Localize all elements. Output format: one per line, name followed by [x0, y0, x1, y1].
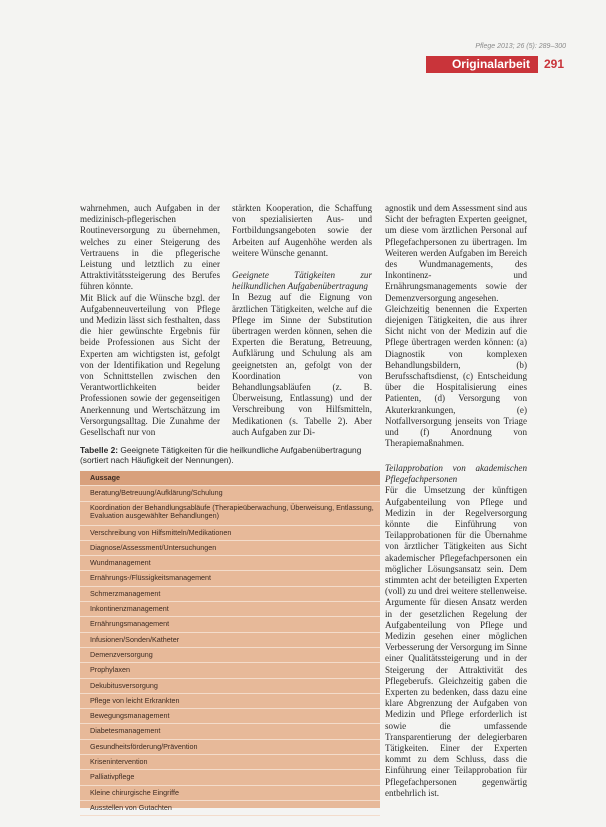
table-row: Infusionen/Sonden/Katheter: [80, 633, 380, 648]
table-row: Inkontinenzmanagement: [80, 602, 380, 617]
paragraph: Für die Umsetzung der künftigen Aufgabenteilung von Pflege und Medizin in der Regelversorgung könnte die Einführung von Teilapprobationen für die Übernahme von ärztlicher Tätigkeiten aus Sicht akademischer Pflegefachpersonen ein möglicher Lösungsansatz sein. Dem stimmten acht der beteiligten Experten (voll) zu und drei weitere stellenweise. Argumente für diesen Ansatz werden in der gesetzlichen Regelung der Aufgabenteilung von Pflege und Medizin gesehen einer möglichen Verbesserung der Versorgung im Sinne einer Qualitätssteigerung und in der Steigerung der Attraktivität des Pflegeberufs. Gleichzeitig gaben die Experten zu bedenken, dass dazu eine klare Abgrenzung der Aufgaben von Medizin und Pflege erforderlich ist sowie die umfassende Transparentierung der delegierbaren Tätigkeiten. Einer der Experten kommt zu dem Schluss, dass die Einführung einer Teilapprobation für Pflegefachpersonen gegenwärtig entbehrlich ist.: [385, 485, 527, 798]
table-row: Ernährungs-/Flüssigkeitsmanagement: [80, 571, 380, 586]
table-row: Gesundheitsförderung/Prävention: [80, 740, 380, 755]
table-row: Ernährungsmanagement: [80, 617, 380, 632]
paragraph: agnostik und dem Assessment sind aus Sicht der befragten Experten geeignet, um diese vom ärztlichen Personal auf Pflegefachpersonen zu übertragen. Im Weiteren werden Aufgaben im Bereich des Wundmanagements, des Inkontinenz- und Ernährungsmanagements sowie der Demenzversorgung angesehen.: [385, 203, 527, 303]
table-row: Kleine chirurgische Eingriffe: [80, 786, 380, 801]
paragraph: stärkten Kooperation, die Schaffung von spezialisierten Aus- und Fortbildungsangeboten sowie der Arbeiten auf Augenhöhe werden als weitere Wünsche genannt.: [232, 203, 372, 258]
table-row: Krisenintervention: [80, 755, 380, 770]
table-header: Aussage: [80, 471, 380, 486]
table-row: Palliativpflege: [80, 770, 380, 785]
text-column-3-lower: [385, 463, 527, 799]
paragraph: Mit Blick auf die Wünsche bzgl. der Aufgabenneuverteilung von Pflege und Medizin lässt sich festhalten, dass die hier gewünschte Ergebnis für beide Professionen aus Sicht der Experten am wichtigsten ist, gefolgt von der Identifikation und Regelung von Schnittstellen zwischen den Verantwortlichkeiten beider Professionen sowie der gegenseitigen Anerkennung und Wertschätzung im Versorgungsalltag. Die Zunahme der Gesellschaft nur von: [80, 292, 220, 438]
table-row: Diabetesmanagement: [80, 724, 380, 739]
table-row: Wundmanagement: [80, 556, 380, 571]
text-column-1: [80, 203, 220, 438]
table-row: Verschreibung von Hilfsmitteln/Medikationen: [80, 526, 380, 541]
table-row: Ausstellen von Gutachten: [80, 801, 380, 816]
table-caption: [80, 445, 380, 466]
activities-table: [80, 471, 380, 812]
page-number: 291: [544, 57, 565, 71]
paragraph: In Bezug auf die Eignung von ärztlichen Tätigkeiten, welche auf die Pflege im Sinne der Substitution übertragen werden können, sehen die Experten die Beratung, Betreuung, Aufklärung und Schulung als am geeignetsten an, gefolgt von der Koordination von Behandlungsabläufen (z. B. Überweisung, Entlassung) und der Verschreibung von Hilfsmitteln, Medikationen (s. Tabelle 2). Aber auch Aufgaben zur Di-: [232, 292, 372, 437]
text-column-2: [232, 203, 372, 438]
table-row: Dekubitusversorgung: [80, 679, 380, 694]
section-label: Originalarbeit: [451, 57, 530, 71]
subheading: Geeignete Tätigkeiten zur heilkundlichen Aufgabenübertragung: [232, 270, 372, 292]
table-row: Schmerzmanagement: [80, 587, 380, 602]
table-caption-label: Tabelle 2:: [80, 445, 119, 455]
paragraph: Gleichzeitig benennen die Experten diejenigen Tätigkeiten, die aus ihrer Sicht nicht von der Medizin auf die Pflege übertragen werden können: (a) Diagnostik von komplexen Behandlungsbildern, (b) Berufsschaftsdienst, (c) Entscheidung über die Hospitalisierung eines Patienten, (d) Versorgung von Akuterkrankungen, (e) Notfallversorgung jenseits von Triage und (f) Anordnung von Therapiemaßnahmen.: [385, 303, 527, 449]
paragraph: wahrnehmen, auch Aufgaben in der medizinisch-pflegerischen Routineversorgung zu übernehmen, welches zu einer Steigerung des Vertrauens in die pflegerische Leistung und letztlich zu einer Attraktivitätssteigerung des Berufes führen könnte.: [80, 203, 220, 292]
subheading: Teilapprobation von akademischen Pflegefachpersonen: [385, 463, 527, 485]
text-column-3: [385, 203, 527, 449]
table-row: Bewegungsmanagement: [80, 709, 380, 724]
table-caption-text: Geeignete Tätigkeiten für die heilkundliche Aufgabenübertragung (sortiert nach Häufigkeit der Nennungen).: [80, 445, 362, 466]
table-row: Diagnose/Assessment/Untersuchungen: [80, 541, 380, 556]
table-row: Beratung/Betreuung/Aufklärung/Schulung: [80, 486, 380, 501]
section-banner: [426, 56, 538, 73]
table-row: Pflege von leicht Erkrankten: [80, 694, 380, 709]
table-row: Demenzversorgung: [80, 648, 380, 663]
journal-reference: Pflege 2013; 26 (5): 289–300: [475, 43, 566, 50]
table-row: Prophylaxen: [80, 663, 380, 678]
table-row: Koordination der Behandlungsabläufe (Therapieüberwachung, Überweisung, Entlassung, Evaluation ausgewählter Behandlungen): [80, 502, 380, 526]
